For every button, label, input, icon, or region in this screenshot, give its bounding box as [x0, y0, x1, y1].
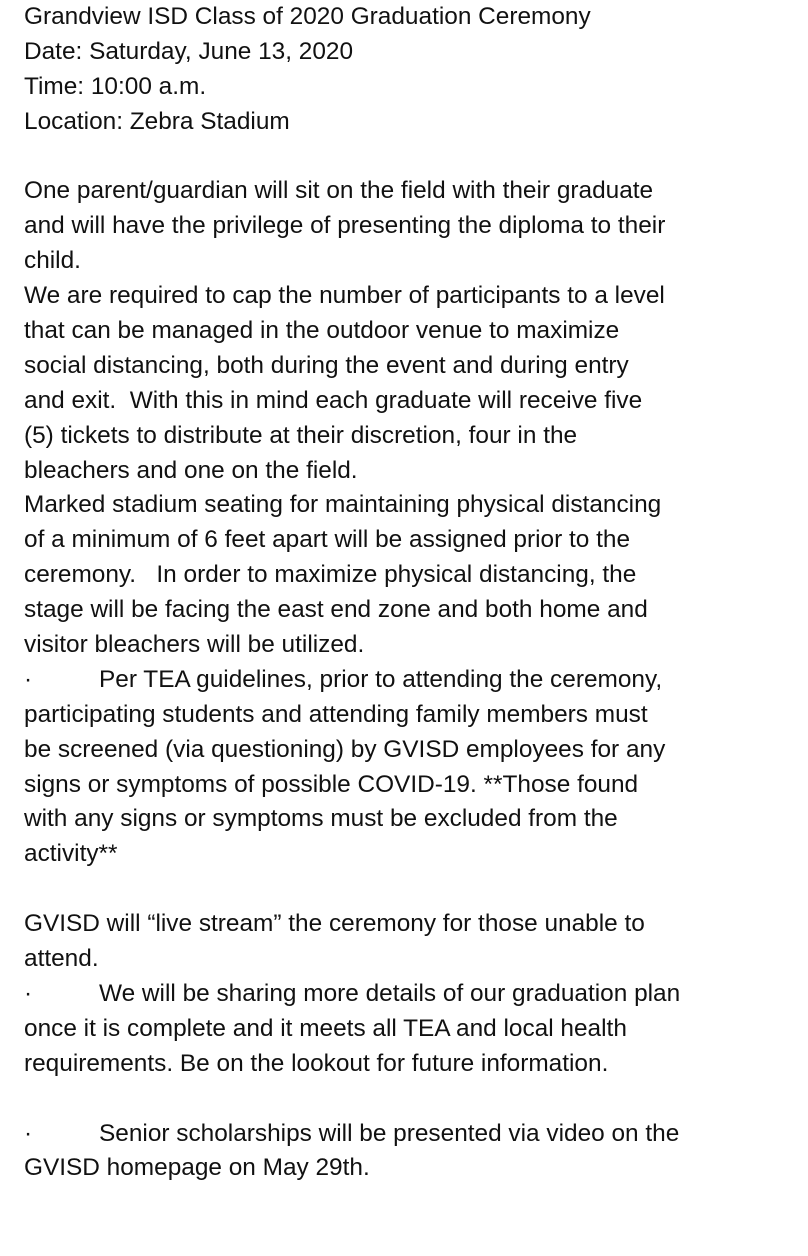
bullet-more-details [24, 977, 794, 1082]
text-line: requirements. Be on the lookout for future information. [24, 1049, 609, 1077]
text-line: We will be sharing more details of our graduation plan [99, 979, 681, 1007]
text-line: (5) tickets to distribute at their discretion, four in the [24, 421, 578, 449]
text-line: participating students and attending family members must [24, 700, 648, 728]
bullet-dot: · [24, 979, 33, 1007]
text-line: and will have the privilege of presenting the diploma to their [24, 212, 666, 240]
paragraph-live-stream [24, 907, 794, 977]
text-line: attend. [24, 945, 99, 973]
text-line: once it is complete and it meets all TEA and local health [24, 1014, 627, 1042]
announcement-document [24, 0, 794, 1186]
paragraph-parent-on-field [24, 174, 794, 279]
text-line: Senior scholarships will be presented via video on the [99, 1119, 680, 1147]
paragraph-participant-cap [24, 279, 794, 488]
text-line: be screened (via questioning) by GVISD employees for any [24, 735, 666, 763]
text-line: with any signs or symptoms must be excluded from the [24, 805, 618, 833]
text-line: social distancing, both during the event and during entry [24, 351, 629, 379]
spacer [24, 1082, 794, 1117]
bullet-first-line [24, 663, 794, 698]
document-title: Grandview ISD Class of 2020 Graduation Ceremony [24, 3, 591, 30]
text-line: visitor bleachers will be utilized. [24, 631, 365, 659]
text-line: activity** [24, 840, 118, 868]
text-line: Per TEA guidelines, prior to attending the ceremony, [99, 665, 663, 693]
event-time: Time: 10:00 a.m. [24, 72, 207, 100]
text-line: We are required to cap the number of participants to a level [24, 282, 665, 310]
text-line: bleachers and one on the field. [24, 456, 358, 484]
event-location: Location: Zebra Stadium [24, 107, 290, 135]
text-line: GVISD homepage on May 29th. [24, 1154, 370, 1182]
text-line: that can be managed in the outdoor venue to maximize [24, 317, 620, 345]
text-line: and exit. With this in mind each graduate will receive five [24, 386, 643, 414]
spacer [24, 872, 794, 907]
bullet-tea-guidelines [24, 663, 794, 872]
bullet-first-line [24, 977, 794, 1012]
spacer [24, 140, 794, 175]
text-line: Marked stadium seating for maintaining physical distancing [24, 491, 662, 519]
text-line: One parent/guardian will sit on the field with their graduate [24, 177, 654, 205]
text-line: ceremony. In order to maximize physical distancing, the [24, 561, 637, 589]
bullet-dot: · [24, 1119, 33, 1147]
event-date: Date: Saturday, June 13, 2020 [24, 37, 354, 65]
text-line: signs or symptoms of possible COVID-19. **Those found [24, 770, 639, 798]
text-line: GVISD will “live stream” the ceremony for those unable to [24, 910, 645, 938]
text-line: child. [24, 247, 81, 275]
bullet-first-line [24, 1117, 794, 1152]
bullet-dot: · [24, 665, 33, 693]
bullet-senior-scholarships [24, 1117, 794, 1187]
paragraph-stadium-seating [24, 488, 794, 662]
text-line: of a minimum of 6 feet apart will be assigned prior to the [24, 526, 631, 554]
text-line: stage will be facing the east end zone and both home and [24, 596, 648, 624]
